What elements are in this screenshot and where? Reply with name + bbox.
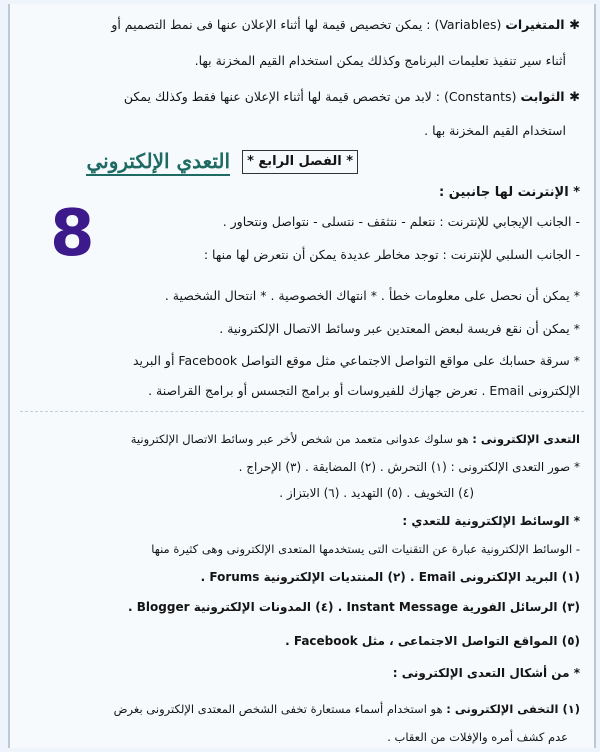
variables-definition-cont: أثناء سير تنفيذ تعليمات البرنامج وكذلك يمكن استخدام القيم المخزنة بها.: [194, 53, 566, 68]
cyberbullying-definition: التعدى الإلكترونى : هو سلوك عدوانى متعمد من شخص لأخر عبر وسائط الاتصال الإلكترونية: [130, 432, 580, 446]
document-page: [8, 4, 596, 748]
constants-definition-cont: استخدام القيم المخزنة بها .: [424, 123, 566, 138]
constants-definition: ✱ الثوابت (Constants) : لابد من تخصص قيمة لها أثناء الإعلان عنها فقط وكذلك يمكن: [123, 89, 580, 105]
chapter-label: * الفصل الرابع *: [242, 150, 358, 174]
media-list-item: (٥) المواقع التواصل الاجتماعى ، مثل Facebook .: [285, 634, 580, 648]
impersonation-definition-cont: عدم كشف أمره والإفلات من العقاب .: [387, 730, 568, 744]
positive-side: - الجانب الإيجابي للإنترنت : نتعلم - نتثقف - نتسلى - نتواصل ونتحاور .: [222, 214, 580, 229]
media-definition: - الوسائط الإلكترونية عبارة عن التقنيات التى يستخدمها المتعدى الإلكترونى وهى كثيرة منها: [151, 542, 580, 556]
media-list-item: (١) البريد الإلكترونى Email . (٢) المنتديات الإلكترونية Forums .: [200, 570, 580, 584]
media-list-item: (٣) الرسائل الفورية Instant Message . (٤) المدونات الإلكترونية Blogger .: [128, 600, 580, 614]
variables-definition: ✱ المتغيرات (Variables) : يمكن تخصيص قيمة لها أثناء الإعلان عنها فى نمط التصميم أو: [111, 17, 580, 33]
chapter-heading: [28, 148, 358, 180]
bullet-star-icon: ✱: [564, 18, 580, 33]
risk-list-item-cont: الإلكترونى Email . تعرض جهازك للفيروسات أو برامج التجسس أو برامج القراصنة .: [148, 383, 580, 398]
forms-heading: * من أشكال التعدى الإلكترونى :: [392, 666, 580, 680]
section-divider: [20, 411, 584, 412]
cyberbullying-forms-cont: (٤) التخويف . (٥) التهديد . (٦) الابتزاز .: [279, 486, 474, 500]
risk-list-item: * سرقة حسابك على مواقع التواصل الاجتماعي مثل موقع التواصل Facebook أو البريد: [132, 353, 580, 368]
impersonation-definition: (١) التخفى الإلكترونى : هو استخدام أسماء مستعارة تخفى الشخص المعتدى الإلكترونى بغرض: [113, 702, 580, 716]
internet-sides-heading: * الإنترنت لها جانبين :: [439, 185, 580, 200]
negative-side: - الجانب السلبي للإنترنت : توجد مخاطر عديدة يمكن أن نتعرض لها منها :: [203, 247, 580, 262]
risk-list-item: * يمكن أن نقع فريسة لبعض المعتدين عبر وسائط الاتصال الإلكترونية .: [219, 321, 580, 336]
chapter-title: التعدي الإلكتروني: [86, 148, 230, 176]
bullet-star-icon: ✱: [564, 90, 580, 105]
cyberbullying-forms: * صور التعدى الإلكترونى : (١) التحرش . (٢) المضايقة . (٣) الإحراج .: [238, 460, 580, 474]
handwritten-number-badge: 8: [50, 197, 95, 271]
risk-list-item: * يمكن أن نحصل على معلومات خطأ . * انتهاك الخصوصية . * انتحال الشخصية .: [164, 288, 580, 303]
media-heading: * الوسائط الإلكترونية للتعدي :: [402, 514, 580, 528]
